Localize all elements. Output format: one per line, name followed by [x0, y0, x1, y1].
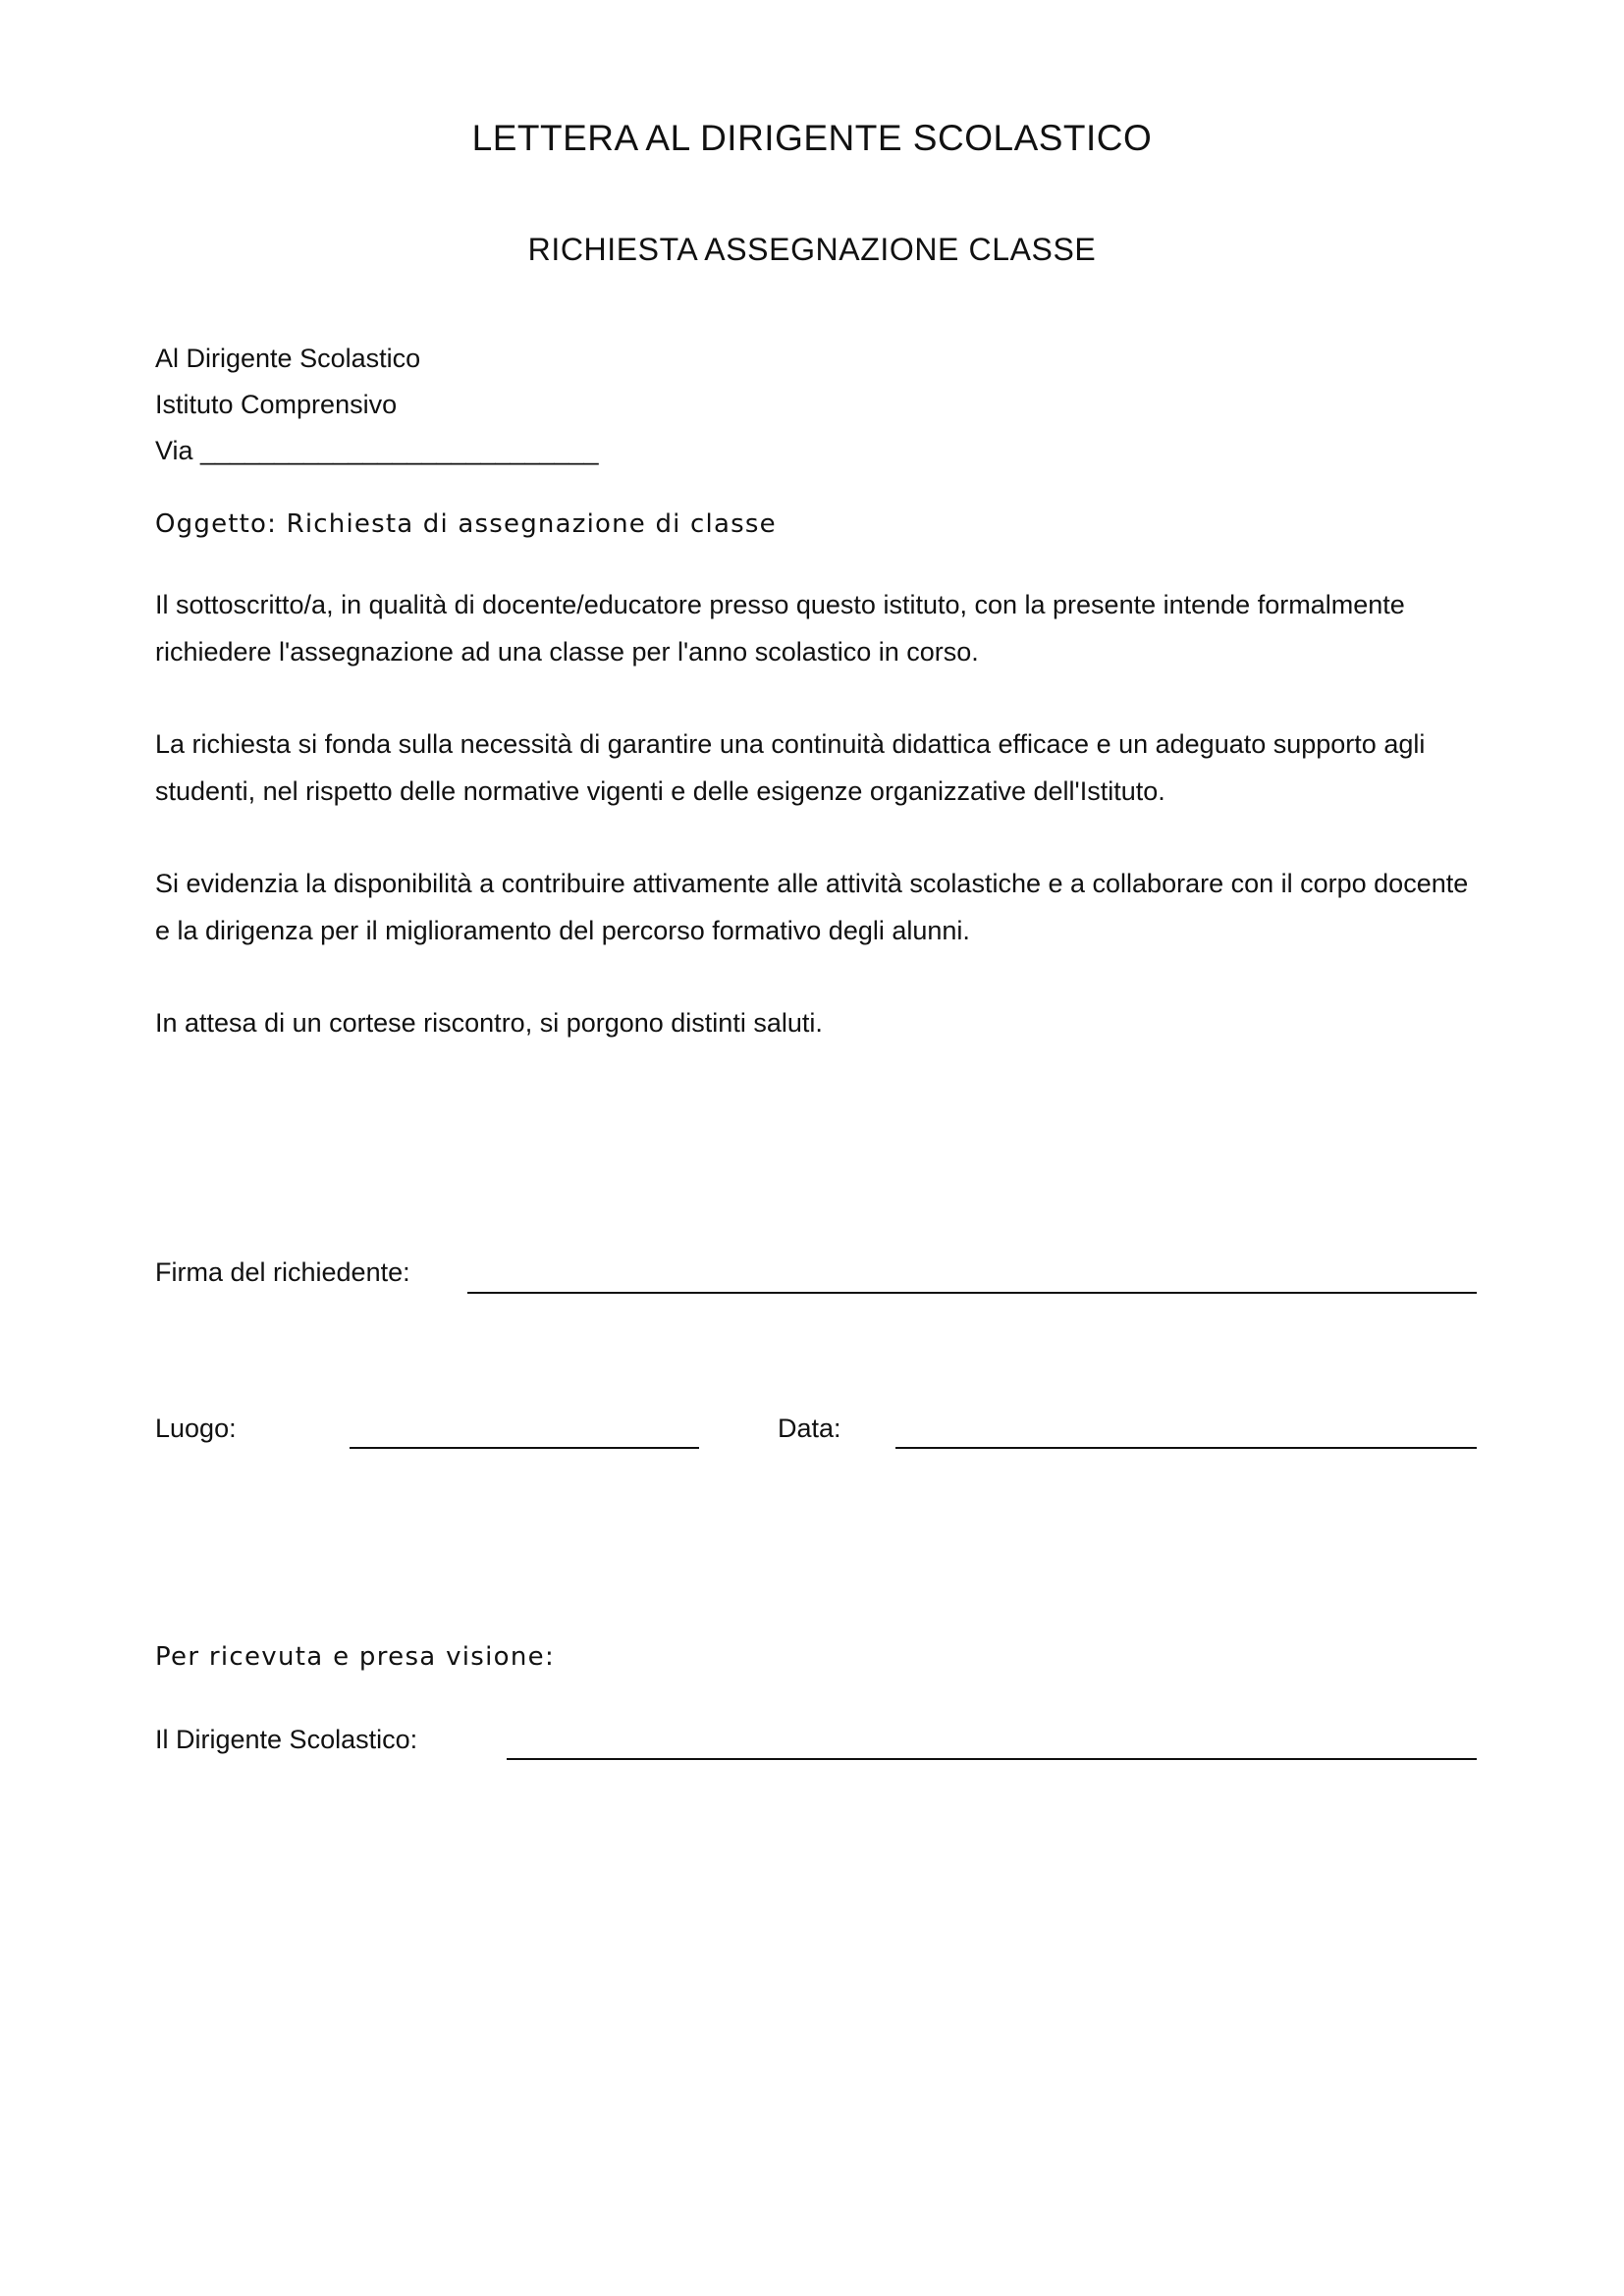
signature-label: Firma del richiedente:	[155, 1257, 410, 1287]
closing-paragraph: In attesa di un cortese riscontro, si porgono distinti saluti.	[155, 1008, 823, 1038]
recipient-line-1: Al Dirigente Scolastico	[155, 344, 421, 373]
principal-label: Il Dirigente Scolastico:	[155, 1725, 418, 1754]
place-line[interactable]	[350, 1447, 699, 1449]
recipient-block	[155, 336, 598, 474]
recipient-line-2: Istituto Comprensivo	[155, 390, 398, 419]
signature-line[interactable]	[467, 1292, 1477, 1294]
body-paragraph-1: Il sottoscritto/a, in qualità di docente/educatore presso questo istituto, con la presente intende formalmente richiedere l'assegnazione ad una classe per l'anno scolastico in corso.	[155, 590, 1405, 667]
document-subtitle: RICHIESTA ASSEGNAZIONE CLASSE	[527, 232, 1097, 267]
document-title: LETTERA AL DIRIGENTE SCOLASTICO	[471, 118, 1153, 158]
date-line[interactable]	[895, 1447, 1477, 1449]
recipient-address-line: Via ___________________________	[155, 436, 599, 465]
principal-signature-line[interactable]	[507, 1758, 1477, 1760]
body-paragraph-3: Si evidenzia la disponibilità a contribuire attivamente alle attività scolastiche e a collaborare con il corpo docente e la dirigenza per il miglioramento del percorso formativo degli alunni.	[155, 869, 1469, 945]
date-label: Data:	[778, 1414, 841, 1443]
body-paragraph-2: La richiesta si fonda sulla necessità di garantire una continuità didattica efficace e un adeguato supporto agli studenti, nel rispetto delle normative vigenti e delle esigenze organizzative dell'Istituto.	[155, 729, 1426, 806]
place-label: Luogo:	[155, 1414, 237, 1443]
subject-line: Oggetto: Richiesta di assegnazione di classe	[155, 509, 777, 539]
receipt-heading: Per ricevuta e presa visione:	[155, 1642, 556, 1672]
